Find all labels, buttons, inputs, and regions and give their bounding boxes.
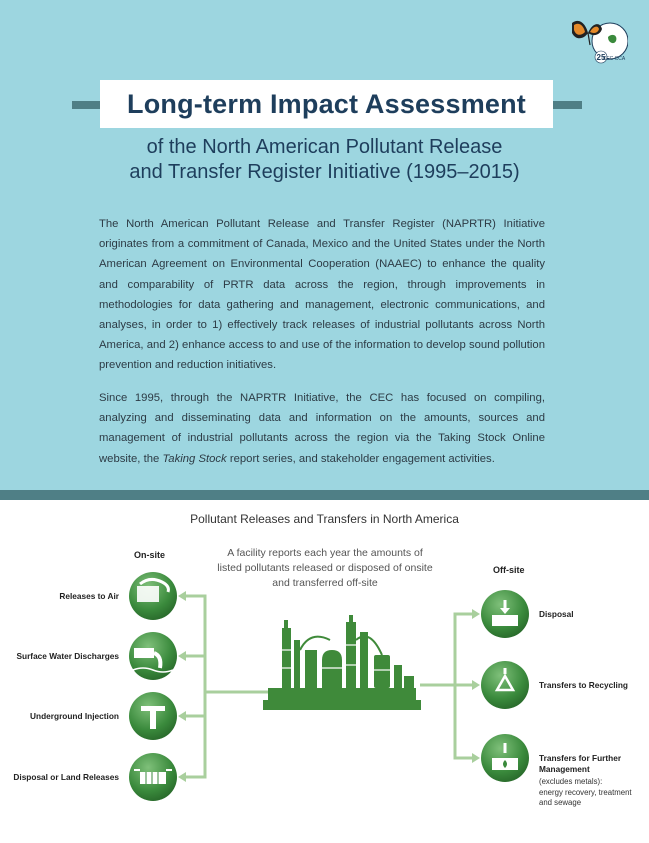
recycling-icon — [481, 661, 529, 709]
figure-title: Pollutant Releases and Transfers in North America — [190, 512, 459, 526]
offsite-management-sub: (excludes metals): — [539, 777, 603, 786]
onsite-header: On-site — [134, 550, 166, 560]
disposal-icon — [481, 590, 529, 638]
paragraph-2: Since 1995, through the NAPRTR Initiative, the CEC has focused on compiling, analyzing and disseminating data and information on the amounts, sources and management of industrial pollutants across the region via the Taking Stock Online website, the Taking Stock report series, and stakeholder engagement activities. — [99, 392, 545, 465]
offsite-connectors — [420, 614, 472, 758]
subtitle-line-2: and Transfer Register Initiative (1995–2015) — [129, 161, 520, 183]
logo-badge: 25 — [596, 53, 606, 62]
onsite-arrowheads — [178, 591, 186, 782]
further-management-icon — [481, 734, 529, 782]
offsite-label-disposal: Disposal — [539, 609, 574, 619]
page-title: Long-term Impact Assessment — [100, 80, 553, 128]
onsite-label-water: Surface Water Discharges — [16, 651, 119, 661]
air-release-icon — [129, 572, 177, 620]
underground-injection-icon — [129, 692, 177, 740]
offsite-label-recycling: Transfers to Recycling — [539, 680, 628, 690]
onsite-label-air: Releases to Air — [59, 591, 119, 601]
onsite-label-injection: Underground Injection — [30, 711, 119, 721]
logo-text: CEC CCA — [602, 56, 626, 62]
paragraph-1: The North American Pollutant Release and Transfer Register (NAPRTR) Initiative originates from a commitment of Canada, Mexico and the United States under the North American Agreement on Environmental Cooperation (NAAEC) to enhance the quality and comparability of PRTR data across the region, through improvements in methodologies for data gathering and management, electronic communications, and analyses, in order to 1) effectively track releases of industrial pollutants across North America, and 2) enhance access to and use of the information to develop sound pollution prevention and reduction initiatives. — [99, 218, 545, 372]
offsite-arrowheads — [472, 609, 480, 763]
offsite-label-management: Transfers for Further Management — [539, 753, 622, 774]
figure-note: A facility reports each year the amounts of listed pollutants released or disposed of onsite and transferred off-site — [217, 547, 433, 589]
offsite-header: Off-site — [493, 565, 525, 575]
water-discharge-icon — [129, 632, 177, 680]
onsite-label-land: Disposal or Land Releases — [13, 772, 119, 782]
land-disposal-icon — [129, 753, 177, 801]
offsite-management-detail: energy recovery, treatment and sewage — [539, 788, 632, 807]
subtitle-line-1: of the North American Pollutant Release — [146, 136, 503, 158]
onsite-connectors — [185, 596, 270, 777]
factory-icon — [263, 615, 421, 710]
